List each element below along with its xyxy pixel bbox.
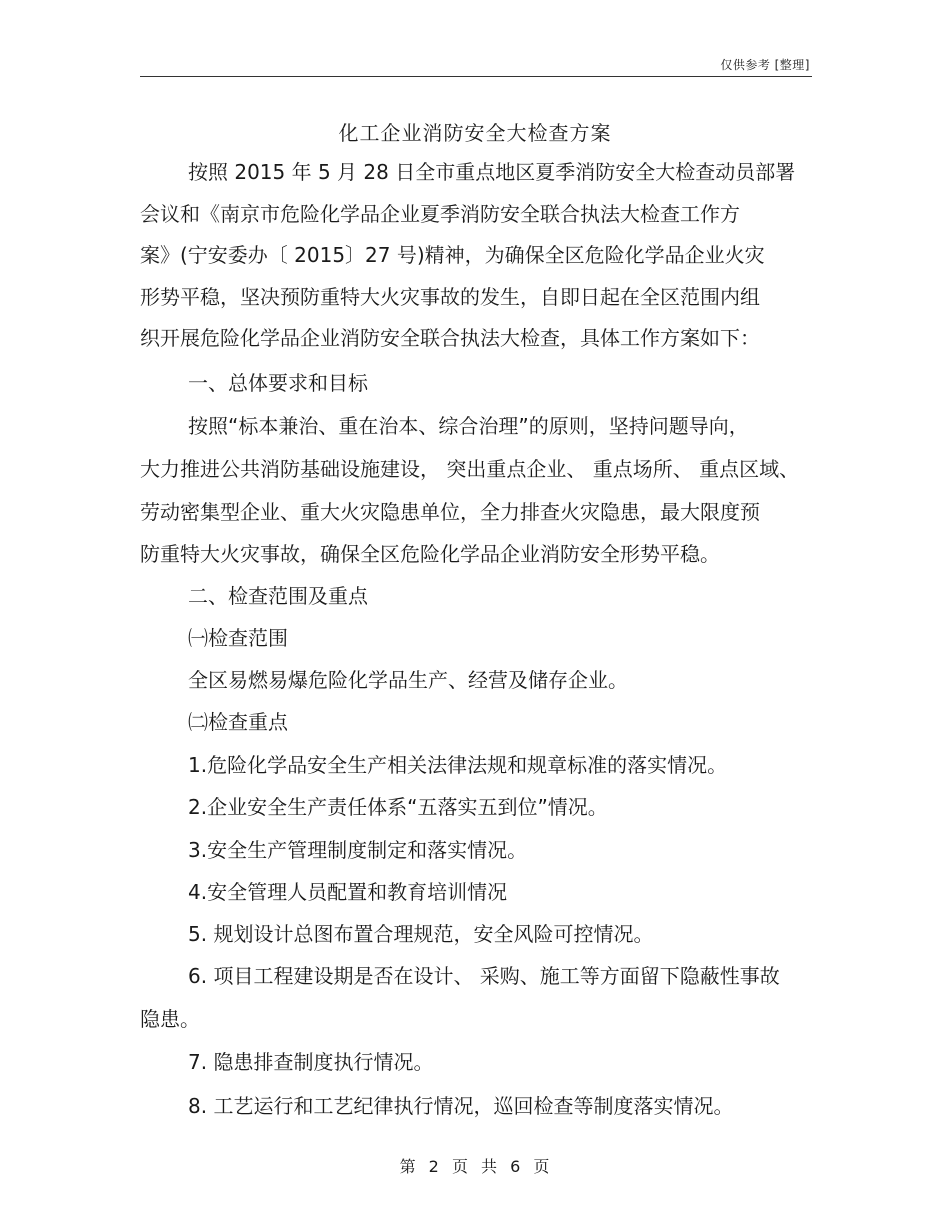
paragraph-line: 劳动密集型企业、重大火灾隐患单位，全力排查火灾隐患，最大限度预 <box>140 500 760 524</box>
list-item: 8. 工艺运行和工艺纪律执行情况，巡回检查等制度落实情况。 <box>188 1094 734 1118</box>
section-heading: 一、总体要求和目标 <box>188 371 368 395</box>
header-label: 仅供参考 [整理] <box>720 58 810 72</box>
list-item: 7. 隐患排查制度执行情况。 <box>188 1050 434 1074</box>
list-item-continuation: 隐患。 <box>140 1007 200 1031</box>
subsection-heading: ㈠检查范围 <box>188 626 288 650</box>
section-heading: 二、检查范围及重点 <box>188 584 368 608</box>
list-item: 1.危险化学品安全生产相关法律法规和规章标准的落实情况。 <box>188 753 728 777</box>
page-number: 第 2 页 共 6 页 <box>399 1157 551 1176</box>
subsection-heading: ㈡检查重点 <box>188 710 288 734</box>
list-item: 2.企业安全生产责任体系“五落实五到位”情况。 <box>188 795 608 819</box>
list-item: 6. 项目工程建设期是否在设计、 采购、施工等方面留下隐蔽性事故 <box>188 964 780 988</box>
paragraph-line: 防重特大火灾事故，确保全区危险化学品企业消防安全形势平稳。 <box>140 542 720 566</box>
paragraph-line: 全区易燃易爆危险化学品生产、经营及储存企业。 <box>188 668 628 692</box>
paragraph-line: 会议和《南京市危险化学品企业夏季消防安全联合执法大检查工作方 <box>140 202 740 226</box>
list-item: 4.安全管理人员配置和教育培训情况 <box>188 880 508 904</box>
paragraph-line: 按照 2015 年 5 月 28 日全市重点地区夏季消防安全大检查动员部署 <box>188 160 796 184</box>
list-item: 5. 规划设计总图布置合理规范，安全风险可控情况。 <box>188 922 654 946</box>
header-divider <box>140 76 812 77</box>
paragraph-line: 大力推进公共消防基础设施建设， 突出重点企业、 重点场所、 重点区域、 <box>140 457 800 481</box>
paragraph-line: 织开展危险化学品企业消防安全联合执法大检查，具体工作方案如下： <box>140 326 760 350</box>
paragraph-line: 按照“标本兼治、重在治本、综合治理”的原则，坚持问题导向， <box>188 414 749 438</box>
paragraph-line: 形势平稳，坚决预防重特大火灾事故的发生，自即日起在全区范围内组 <box>140 285 760 309</box>
document-title: 化工企业消防安全大检查方案 <box>338 121 612 145</box>
list-item: 3.安全生产管理制度制定和落实情况。 <box>188 838 528 862</box>
paragraph-line: 案》(宁安委办〔 2015〕27 号)精神，为确保全区危险化学品企业火灾 <box>140 243 765 267</box>
